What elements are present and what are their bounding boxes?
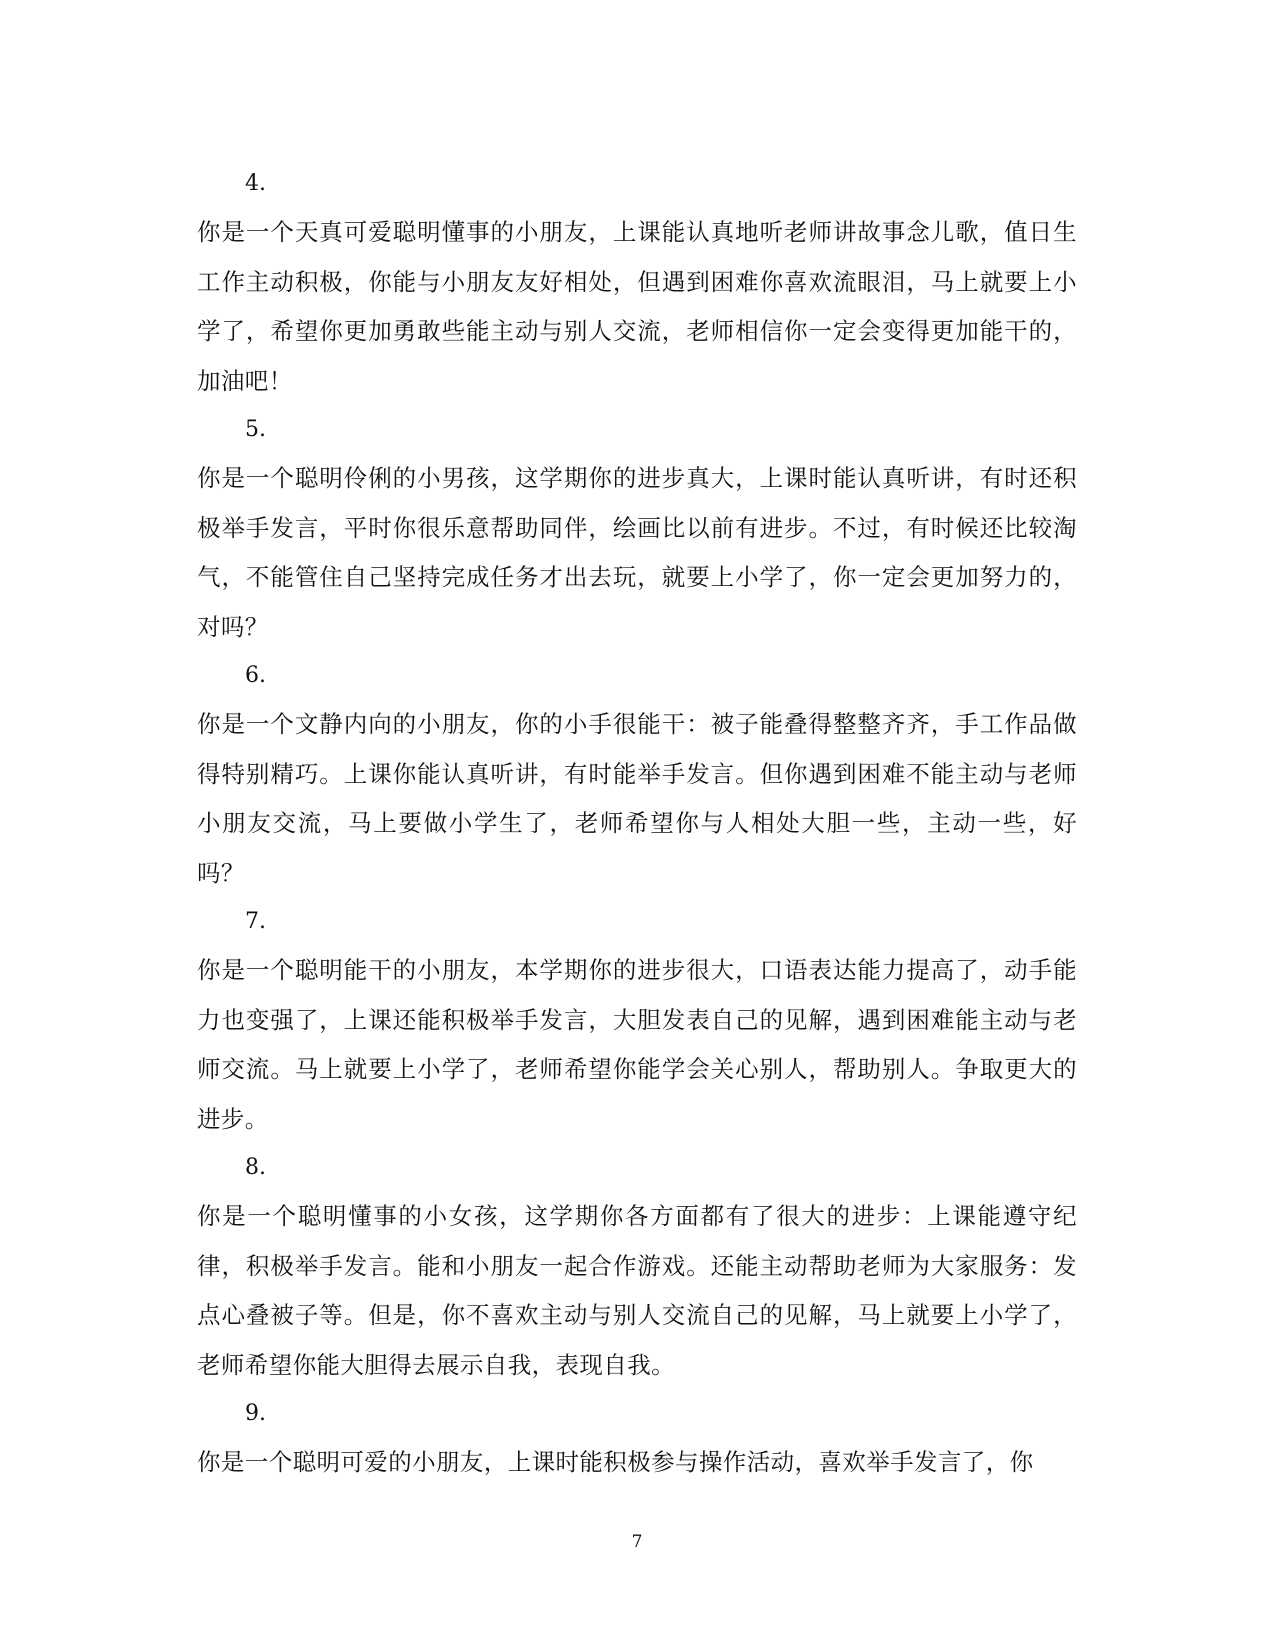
comment-entry-6: [197, 652, 1077, 898]
entry-number: 6.: [245, 663, 266, 688]
entry-text: 你是一个文静内向的小朋友，你的小手很能干：被子能叠得整整齐齐，手工作品做得特别精巧。上课你能认真听讲，有时能举手发言。但你遇到困难不能主动与老师小朋友交流，马上要做小学生了，老师希望你与人相处大胆一些，主动一些，好吗？: [197, 710, 1077, 887]
entry-number: 5.: [245, 417, 266, 442]
comment-entry-5: [197, 406, 1077, 652]
comment-entry-7: [197, 898, 1077, 1144]
document-body: [197, 160, 1077, 1488]
comment-entry-8: [197, 1144, 1077, 1390]
entry-number: 9.: [245, 1401, 266, 1426]
entry-text: 你是一个聪明懂事的小女孩，这学期你各方面都有了很大的进步：上课能遵守纪律，积极举手发言。能和小朋友一起合作游戏。还能主动帮助老师为大家服务：发点心叠被子等。但是，你不喜欢主动与别人交流自己的见解，马上就要上小学了，老师希望你能大胆得去展示自我，表现自我。: [197, 1202, 1077, 1379]
page-number: 7: [631, 1532, 643, 1552]
entry-text: 你是一个聪明可爱的小朋友，上课时能积极参与操作活动，喜欢举手发言了，你: [197, 1448, 1034, 1476]
entry-text: 你是一个聪明伶俐的小男孩，这学期你的进步真大，上课时能认真听讲，有时还积极举手发言，平时你很乐意帮助同伴，绘画比以前有进步。不过，有时候还比较淘气，不能管住自己坚持完成任务才出去玩，就要上小学了，你一定会更加努力的，对吗？: [197, 464, 1077, 641]
entry-number: 7.: [245, 909, 266, 934]
entry-text: 你是一个天真可爱聪明懂事的小朋友，上课能认真地听老师讲故事念儿歌，值日生工作主动积极，你能与小朋友友好相处，但遇到困难你喜欢流眼泪，马上就要上小学了，希望你更加勇敢些能主动与别人交流，老师相信你一定会变得更加能干的，加油吧！: [197, 218, 1077, 395]
comment-entry-9: [197, 1390, 1077, 1488]
entry-text: 你是一个聪明能干的小朋友，本学期你的进步很大，口语表达能力提高了，动手能力也变强了，上课还能积极举手发言，大胆发表自己的见解，遇到困难能主动与老师交流。马上就要上小学了，老师希望你能学会关心别人，帮助别人。争取更大的进步。: [197, 956, 1077, 1133]
entry-number: 8.: [245, 1155, 266, 1180]
entry-number: 4.: [245, 171, 266, 196]
comment-entry-4: [197, 160, 1077, 406]
